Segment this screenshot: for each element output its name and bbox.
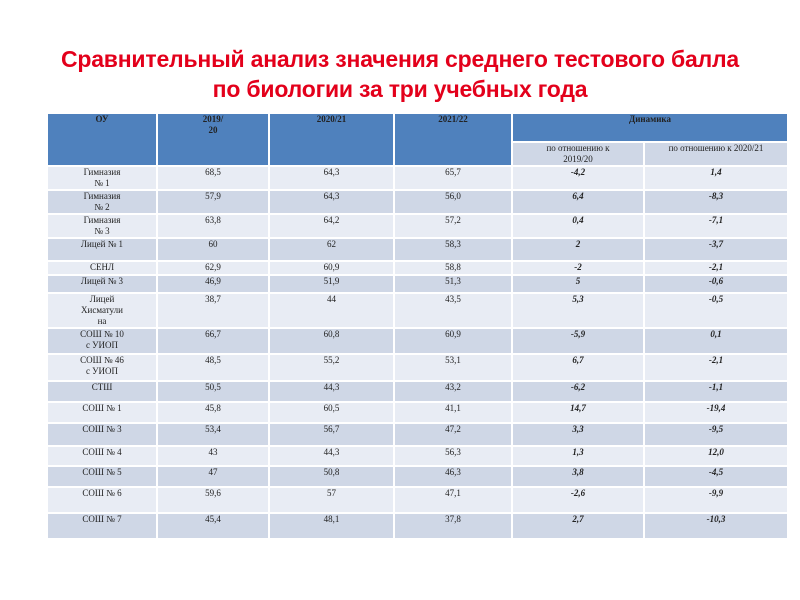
table-row bbox=[48, 276, 787, 292]
score-2021-22: 47,1 bbox=[395, 488, 511, 512]
dynamics-vs-2020-21: -7,1 bbox=[645, 215, 787, 237]
dynamics-vs-2019-20: 3,8 bbox=[513, 467, 643, 486]
score-2019-20: 43 bbox=[158, 447, 268, 465]
dynamics-vs-2020-21: -2,1 bbox=[645, 262, 787, 274]
school-name-line-1: Лицей № 3 bbox=[80, 276, 124, 286]
row-school-name bbox=[48, 382, 156, 401]
score-2020-21: 62 bbox=[270, 239, 393, 260]
score-2019-20: 59,6 bbox=[158, 488, 268, 512]
school-name-line-1: СОШ № 10 bbox=[80, 329, 124, 339]
school-name-line-2: с УИОП bbox=[85, 340, 119, 350]
table-row bbox=[48, 467, 787, 486]
table-row bbox=[48, 488, 787, 512]
score-2020-21: 60,5 bbox=[270, 403, 393, 422]
score-2019-20: 46,9 bbox=[158, 276, 268, 292]
dynamics-vs-2019-20: 6,7 bbox=[513, 355, 643, 380]
dynamics-vs-2020-21: 1,4 bbox=[645, 167, 787, 189]
score-2020-21: 56,7 bbox=[270, 424, 393, 445]
row-school-name bbox=[48, 467, 156, 486]
score-2021-22: 56,0 bbox=[395, 191, 511, 213]
score-2019-20: 45,8 bbox=[158, 403, 268, 422]
school-name-line-1: Гимназия bbox=[83, 191, 121, 201]
score-2020-21: 44,3 bbox=[270, 382, 393, 401]
row-school-name bbox=[48, 239, 156, 260]
score-2019-20: 62,9 bbox=[158, 262, 268, 274]
header-ou: ОУ bbox=[48, 114, 156, 165]
dynamics-vs-2020-21: -19,4 bbox=[645, 403, 787, 422]
score-2021-22: 58,8 bbox=[395, 262, 511, 274]
school-name-line-2: № 3 bbox=[94, 226, 110, 236]
school-name-line-1: СОШ № 4 bbox=[82, 447, 122, 457]
score-2019-20: 53,4 bbox=[158, 424, 268, 445]
dynamics-vs-2020-21: -4,5 bbox=[645, 467, 787, 486]
dynamics-vs-2019-20: -2,6 bbox=[513, 488, 643, 512]
school-name-line-1: СОШ № 1 bbox=[82, 403, 122, 413]
score-2021-22: 58,3 bbox=[395, 239, 511, 260]
dynamics-vs-2020-21: -1,1 bbox=[645, 382, 787, 401]
table-row bbox=[48, 329, 787, 353]
dynamics-vs-2019-20: -4,2 bbox=[513, 167, 643, 189]
dynamics-vs-2020-21: -0,5 bbox=[645, 294, 787, 327]
score-2019-20: 60 bbox=[158, 239, 268, 260]
header-dynamics-vs-2019-20-line-1: по отношению к bbox=[546, 143, 610, 153]
row-school-name bbox=[48, 488, 156, 512]
header-year-2019-20 bbox=[158, 114, 268, 165]
school-name-line-1: СОШ № 7 bbox=[82, 514, 122, 524]
score-2021-22: 37,8 bbox=[395, 514, 511, 538]
score-2020-21: 51,9 bbox=[270, 276, 393, 292]
score-2021-22: 51,3 bbox=[395, 276, 511, 292]
score-2021-22: 56,3 bbox=[395, 447, 511, 465]
dynamics-vs-2019-20: 6,4 bbox=[513, 191, 643, 213]
slide-title bbox=[0, 44, 800, 104]
score-2019-20: 63,8 bbox=[158, 215, 268, 237]
dynamics-vs-2019-20: 0,4 bbox=[513, 215, 643, 237]
row-school-name bbox=[48, 447, 156, 465]
score-2019-20: 50,5 bbox=[158, 382, 268, 401]
dynamics-vs-2019-20: -5,9 bbox=[513, 329, 643, 353]
row-school-name bbox=[48, 424, 156, 445]
score-2020-21: 48,1 bbox=[270, 514, 393, 538]
score-2019-20: 38,7 bbox=[158, 294, 268, 327]
school-name-line-2: № 2 bbox=[94, 202, 110, 212]
row-school-name bbox=[48, 514, 156, 538]
dynamics-vs-2020-21: -10,3 bbox=[645, 514, 787, 538]
row-school-name bbox=[48, 294, 156, 327]
score-2021-22: 41,1 bbox=[395, 403, 511, 422]
dynamics-vs-2020-21: -9,5 bbox=[645, 424, 787, 445]
score-2021-22: 60,9 bbox=[395, 329, 511, 353]
dynamics-vs-2020-21: 12,0 bbox=[645, 447, 787, 465]
dynamics-vs-2019-20: 5 bbox=[513, 276, 643, 292]
dynamics-vs-2020-21: 0,1 bbox=[645, 329, 787, 353]
row-school-name bbox=[48, 262, 156, 274]
school-name-line-1: СТШ bbox=[91, 382, 113, 392]
table-row bbox=[48, 191, 787, 213]
score-2020-21: 55,2 bbox=[270, 355, 393, 380]
score-2019-20: 66,7 bbox=[158, 329, 268, 353]
dynamics-vs-2020-21: -9,9 bbox=[645, 488, 787, 512]
header-year-2021-22: 2021/22 bbox=[395, 114, 511, 165]
table-row bbox=[48, 167, 787, 189]
score-2021-22: 53,1 bbox=[395, 355, 511, 380]
score-2019-20: 45,4 bbox=[158, 514, 268, 538]
score-2021-22: 43,2 bbox=[395, 382, 511, 401]
score-2020-21: 64,3 bbox=[270, 167, 393, 189]
school-name-line-1: Лицей bbox=[89, 294, 115, 304]
score-2020-21: 44 bbox=[270, 294, 393, 327]
table-row bbox=[48, 424, 787, 445]
school-name-line-2: с УИОП bbox=[85, 366, 119, 376]
school-name-line-1: СОШ № 6 bbox=[82, 488, 122, 498]
row-school-name bbox=[48, 276, 156, 292]
row-school-name bbox=[48, 191, 156, 213]
row-school-name bbox=[48, 215, 156, 237]
score-2019-20: 47 bbox=[158, 467, 268, 486]
school-name-line-2: № 1 bbox=[94, 178, 110, 188]
dynamics-vs-2019-20: -6,2 bbox=[513, 382, 643, 401]
dynamics-vs-2019-20: 3,3 bbox=[513, 424, 643, 445]
dynamics-vs-2019-20: 14,7 bbox=[513, 403, 643, 422]
dynamics-vs-2019-20: -2 bbox=[513, 262, 643, 274]
dynamics-vs-2019-20: 5,3 bbox=[513, 294, 643, 327]
score-2020-21: 64,3 bbox=[270, 191, 393, 213]
dynamics-vs-2019-20: 2 bbox=[513, 239, 643, 260]
school-name-line-1: СЕНЛ bbox=[89, 262, 115, 272]
score-2020-21: 50,8 bbox=[270, 467, 393, 486]
dynamics-vs-2020-21: -0,6 bbox=[645, 276, 787, 292]
row-school-name bbox=[48, 167, 156, 189]
table-row bbox=[48, 262, 787, 274]
score-2019-20: 68,5 bbox=[158, 167, 268, 189]
score-2021-22: 43,5 bbox=[395, 294, 511, 327]
table-row bbox=[48, 514, 787, 538]
score-2019-20: 48,5 bbox=[158, 355, 268, 380]
score-2021-22: 47,2 bbox=[395, 424, 511, 445]
table-row bbox=[48, 403, 787, 422]
header-year-2020-21: 2020/21 bbox=[270, 114, 393, 165]
slide-title-line-2: по биологии за три учебных года bbox=[212, 76, 588, 102]
header-dynamics-vs-2019-20-line-2: 2019/20 bbox=[563, 154, 593, 164]
school-name-line-1: Лицей № 1 bbox=[80, 239, 124, 249]
dynamics-vs-2019-20: 2,7 bbox=[513, 514, 643, 538]
header-year-2019-20-line-2: 20 bbox=[208, 125, 218, 135]
header-dynamics-vs-2019-20 bbox=[513, 143, 643, 165]
table-row bbox=[48, 447, 787, 465]
table-row bbox=[48, 355, 787, 380]
school-name-line-1: Гимназия bbox=[83, 167, 121, 177]
score-2021-22: 57,2 bbox=[395, 215, 511, 237]
table-row bbox=[48, 239, 787, 260]
header-dynamics: Динамика bbox=[513, 114, 787, 141]
comparison-table bbox=[46, 112, 789, 540]
table-row bbox=[48, 294, 787, 327]
dynamics-vs-2020-21: -8,3 bbox=[645, 191, 787, 213]
dynamics-vs-2019-20: 1,3 bbox=[513, 447, 643, 465]
row-school-name bbox=[48, 355, 156, 380]
score-2020-21: 64,2 bbox=[270, 215, 393, 237]
header-year-2019-20-line-1: 2019/ bbox=[202, 114, 224, 124]
score-2020-21: 44,3 bbox=[270, 447, 393, 465]
slide-title-line-1: Сравнительный анализ значения среднего тестового балла bbox=[60, 46, 740, 72]
score-2020-21: 57 bbox=[270, 488, 393, 512]
school-name-line-1: СОШ № 5 bbox=[82, 467, 122, 477]
score-2019-20: 57,9 bbox=[158, 191, 268, 213]
row-school-name bbox=[48, 329, 156, 353]
school-name-line-1: СОШ № 46 bbox=[80, 355, 124, 365]
row-school-name bbox=[48, 403, 156, 422]
school-name-line-1: Гимназия bbox=[83, 215, 121, 225]
dynamics-vs-2020-21: -3,7 bbox=[645, 239, 787, 260]
score-2020-21: 60,8 bbox=[270, 329, 393, 353]
school-name-line-1: СОШ № 3 bbox=[82, 424, 122, 434]
table-row bbox=[48, 382, 787, 401]
header-dynamics-vs-2020-21: по отношению к 2020/21 bbox=[645, 143, 787, 165]
school-name-line-3: на bbox=[97, 316, 107, 326]
score-2021-22: 46,3 bbox=[395, 467, 511, 486]
score-2020-21: 60,9 bbox=[270, 262, 393, 274]
score-2021-22: 65,7 bbox=[395, 167, 511, 189]
school-name-line-2: Хисматули bbox=[81, 305, 123, 315]
table-row bbox=[48, 215, 787, 237]
dynamics-vs-2020-21: -2,1 bbox=[645, 355, 787, 380]
